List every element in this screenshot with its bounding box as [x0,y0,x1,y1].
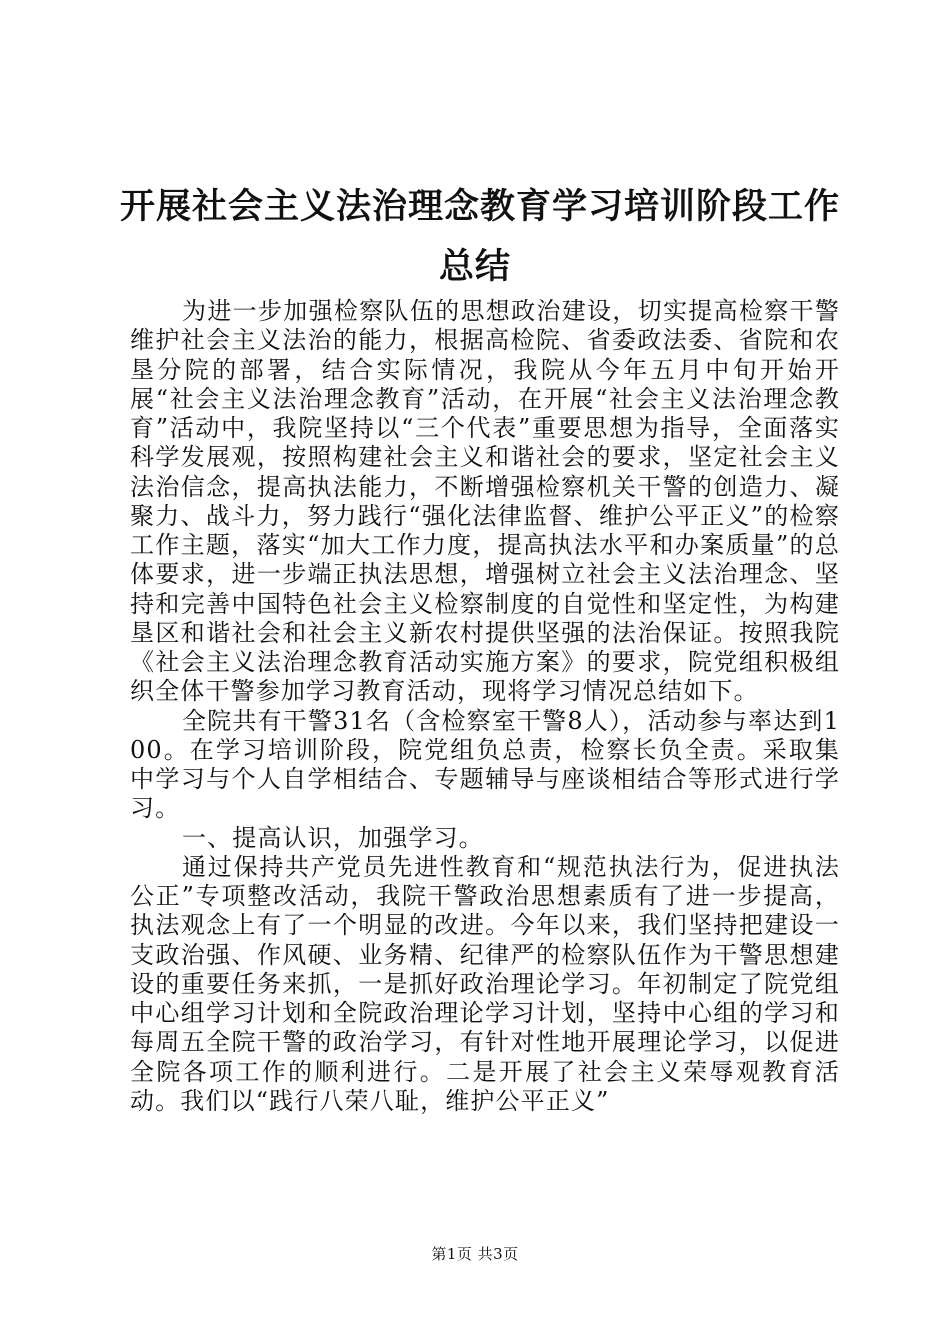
document-title-line-1: 开展社会主义法治理念教育学习培训阶段工作 [120,186,841,227]
paragraph-participation: 全院共有干警31名（含检察室干警8人），活动参与率达到100。在学习培训阶段，院党组负总责，检察长负全责。采取集中学习与个人自学相结合、专题辅导与座谈相结合等形式进行学习。 [130,706,840,823]
document-body [130,297,840,1116]
page-footer: 第1页 共3页 [431,1245,519,1263]
paragraph-section-1: 通过保持共产党员先进性教育和“规范执法行为，促进执法公正”专项整改活动，我院干警政治思想素质有了进一步提高，执法观念上有了一个明显的改进。今年以来，我们坚持把建设一支政治强、作风硬、业务精、纪律严的检察队伍作为干警思想建设的重要任务来抓，一是抓好政治理论学习。年初制定了院党组中心组学习计划和全院政治理论学习计划，坚持中心组的学习和每周五全院干警的政治学习，有针对性地开展理论学习，以促进全院各项工作的顺利进行。二是开展了社会主义荣辱观教育活动。我们以“践行八荣八耻，维护公平正义” [130,852,840,1115]
section-heading-1: 一、提高认识，加强学习。 [182,823,484,852]
document-title-line-2: 总结 [438,246,511,287]
paragraph-intro: 为进一步加强检察队伍的思想政治建设，切实提高检察干警维护社会主义法治的能力，根据高检院、省委政法委、省院和农垦分院的部署，结合实际情况，我院从今年五月中旬开始开展“社会主义法治理念教育”活动，在开展“社会主义法治理念教育”活动中，我院坚持以“三个代表”重要思想为指导，全面落实科学发展观，按照构建社会主义和谐社会的要求，坚定社会主义法治信念，提高执法能力，不断增强检察机关干警的创造力、凝聚力、战斗力，努力践行“强化法律监督、维护公平正义”的检察工作主题，落实“加大工作力度，提高执法水平和办案质量”的总体要求，进一步端正执法思想，增强树立社会主义法治理念、坚持和完善中国特色社会主义检察制度的自觉性和坚定性，为构建垦区和谐社会和社会主义新农村提供坚强的法治保证。按照我院《社会主义法治理念教育活动实施方案》的要求，院党组积极组织全体干警参加学习教育活动，现将学习情况总结如下。 [130,297,840,706]
